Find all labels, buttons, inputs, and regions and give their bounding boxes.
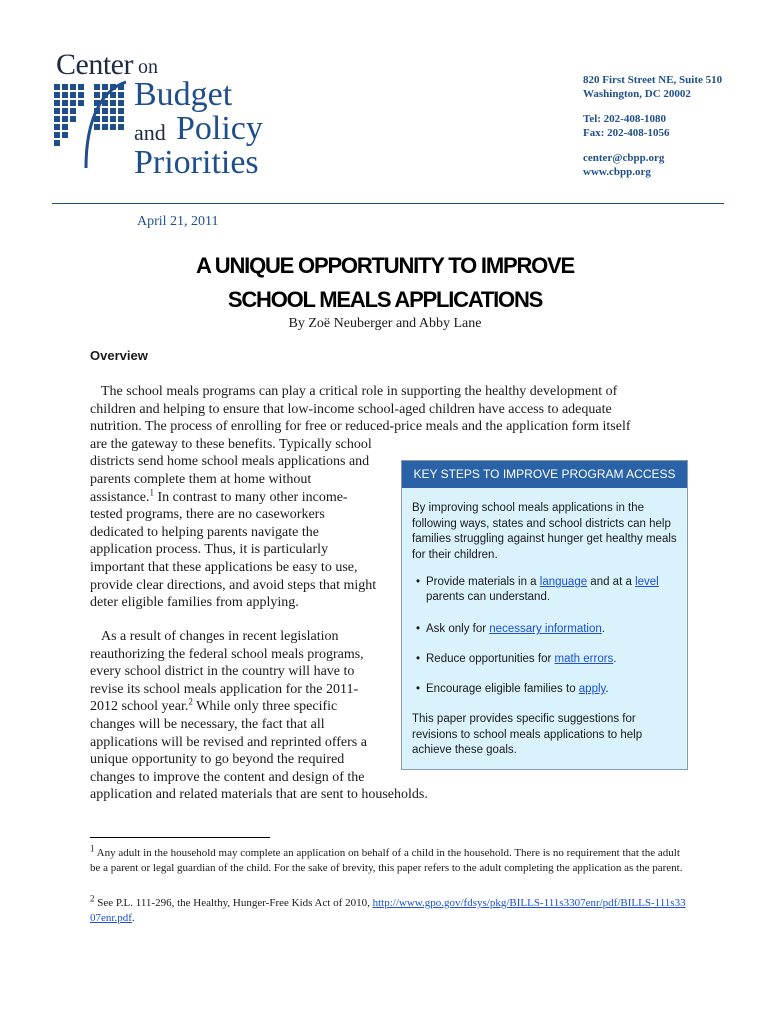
text-line: application process. Thus, it is particularly [90, 542, 329, 558]
text-fragment: . [601, 623, 605, 635]
text-line: changes to improve the content and design of the [90, 769, 365, 785]
text-fragment: Provide materials in a [426, 576, 540, 588]
text-line: dedicated to helping parents navigate the [90, 524, 319, 540]
logo-word-priorities: Priorities [134, 144, 259, 181]
apply-link[interactable]: apply [578, 683, 606, 695]
key-steps-closing: This paper provides specific suggestions for revisions to school meals applications to help achieve these goals. [412, 713, 643, 756]
cbpp-logo [52, 48, 282, 181]
text-line: every school district in the country will have to [90, 664, 355, 680]
logo-word-center: Center [56, 48, 133, 81]
byline: By Zoë Neuberger and Abby Lane [288, 316, 482, 331]
list-item [416, 575, 681, 605]
page-title-line-1: A UNIQUE OPPORTUNITY TO IMPROVE [196, 253, 574, 278]
text-fragment: Encourage eligible families to [426, 683, 579, 695]
logo-word-on: on [138, 56, 158, 78]
contact-block [583, 73, 722, 179]
overview-heading: Overview [90, 348, 148, 363]
list-item [416, 682, 681, 697]
fax-number: Fax: 202-408-1056 [583, 127, 670, 139]
logo-word-budget: Budget [134, 76, 233, 113]
text-line: As a result of changes in recent legislation [101, 629, 339, 644]
list-item [416, 652, 681, 667]
page-title-line-2: SCHOOL MEALS APPLICATIONS [227, 287, 543, 312]
language-link[interactable]: language [539, 576, 588, 588]
list-item [416, 622, 681, 637]
logo-word-and: and [134, 120, 166, 145]
key-steps-box [401, 460, 688, 770]
footnote-number: 1 [90, 843, 95, 854]
bullet-icon: • [416, 576, 421, 588]
text-line: revise its school meals application for the 2011- [90, 681, 359, 697]
text-fragment: assistance. [90, 489, 150, 505]
footnote-text: Any adult in the household may complete an application on behalf of a child in the household. There is no requirement that the adult be a parent or legal guardian of the child. For the sake of brevity, this paper refers to the adult completing the application as the parent. [90, 847, 683, 874]
text-line [90, 698, 428, 716]
text-line: parents complete them at home without [90, 471, 312, 487]
text-line: are the gateway to these benefits. Typically school [90, 436, 372, 452]
footnote-ref-2[interactable]: 2 [188, 696, 193, 707]
text-fragment: parents can understand. [426, 591, 551, 603]
text-fragment: Reduce opportunities for [426, 653, 555, 665]
text-fragment: Ask only for [426, 623, 490, 635]
footnote-1 [90, 843, 690, 876]
email-address[interactable]: center@cbpp.org [583, 152, 665, 164]
text-fragment: . [605, 683, 609, 695]
text-fragment: . [613, 653, 617, 665]
footnote-number: 2 [90, 893, 95, 904]
text-line: tested programs, there are no caseworkers [90, 507, 325, 523]
bullet-icon: • [416, 623, 421, 635]
logo-word-policy: Policy [176, 110, 263, 147]
text-line: unique opportunity to go beyond the required [90, 752, 345, 768]
text-line: reauthorizing the federal school meals programs, [90, 646, 364, 662]
text-line: districts send home school meals applications and [90, 454, 370, 470]
address-line-1: 820 First Street NE, Suite 510 [583, 74, 723, 86]
text-fragment: and at a [587, 576, 636, 588]
website-url[interactable]: www.cbpp.org [583, 166, 651, 178]
text-line: nutrition. The process of enrolling for free or reduced-price meals and the application form itself [90, 419, 631, 435]
footnote-2 [90, 893, 690, 926]
footnote-text: See P.L. 111-296, the Healthy, Hunger-Free Kids Act of 2010, [94, 897, 373, 909]
text-line: changes will be necessary, the fact that all [90, 716, 325, 732]
level-link[interactable]: level [635, 576, 659, 588]
text-line: deter eligible families from applying. [90, 595, 299, 611]
bullet-icon: • [416, 683, 421, 695]
text-fragment: In contrast to many other income- [153, 489, 348, 505]
publication-date: April 21, 2011 [137, 214, 219, 229]
text-line: The school meals programs can play a critical role in supporting the healthy development of [101, 384, 618, 399]
footnote-ref-1[interactable]: 1 [149, 486, 154, 497]
text-fragment: While only three specific [192, 699, 338, 715]
gpo-bill-link[interactable]: http://www.gpo.gov/fdsys/pkg/BILLS-111s3307enr/pdf/BILLS-111s3307enr.pdf [90, 897, 686, 924]
math-errors-link[interactable]: math errors [554, 653, 614, 665]
paragraph-2 [90, 628, 428, 804]
bullet-icon: • [416, 653, 421, 665]
text-line: applications will be revised and reprinted offers a [90, 734, 367, 750]
necessary-information-link[interactable]: necessary information [489, 623, 602, 635]
key-steps-heading: KEY STEPS TO IMPROVE PROGRAM ACCESS [402, 461, 687, 488]
footnote-text: . [131, 912, 135, 924]
text-line: children and helping to ensure that low-income school-aged children have access to adequate [90, 401, 612, 417]
logo-grid-icon [52, 78, 128, 178]
text-line: application and related materials that are sent to households. [90, 787, 428, 803]
key-steps-intro: By improving school meals applications in the following ways, states and school districts can help families struggling against hunger get healthy meals for their children. [412, 502, 677, 561]
text-line: provide clear directions, and avoid steps that might [90, 577, 377, 593]
header-divider [52, 203, 724, 204]
address-line-2: Washington, DC 20002 [583, 88, 691, 100]
text-line: important that these applications be easy to use, [90, 559, 358, 575]
footnote-divider [90, 837, 270, 838]
text-fragment: 2012 school year. [90, 699, 189, 715]
phone-number: Tel: 202-408-1080 [583, 113, 667, 125]
